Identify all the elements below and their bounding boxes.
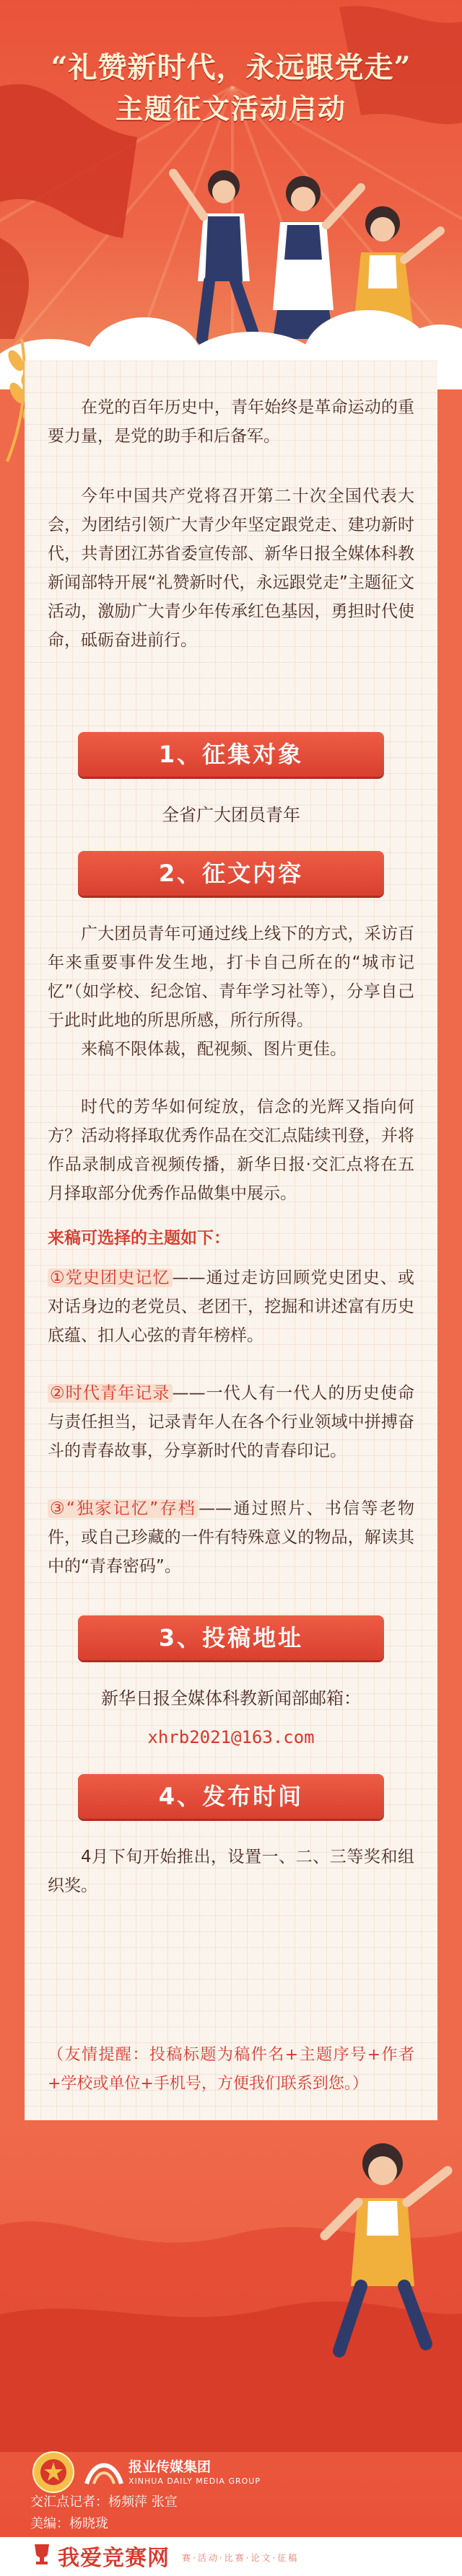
- section-4-body: 4月下旬开始推出，设置一、二、三等奖和组织奖。: [48, 1848, 414, 1895]
- topic-item: [48, 1379, 414, 1465]
- media-group-cn: 报业传媒集团: [128, 2459, 212, 2475]
- topic-tag: ③“独家记忆”存档: [48, 1499, 199, 1518]
- hero-banner: [0, 0, 462, 389]
- credits: [30, 2492, 178, 2535]
- topic-item: [48, 1263, 414, 1350]
- section-1-body: 全省广大团员青年: [162, 805, 300, 825]
- section-2-paragraph-1: 广大团员青年可通过线上线下的方式，采访百年来重要事件发生地，打卡自己所在的“城市记忆”（如学校、纪念馆、青年学习社等），分享自己于此时此地的所思所感，所行所得。: [48, 925, 414, 1030]
- topic-tag: ①党史团史记忆: [48, 1269, 173, 1287]
- topic-tag: ②时代青年记录: [48, 1384, 173, 1403]
- intro-paragraph-1: 在党的百年历史中，青年始终是革命运动的重要力量，是党的助手和后备军。: [48, 398, 414, 446]
- logos: [32, 2451, 261, 2497]
- section-heading-4: 4、发布时间: [78, 1774, 384, 1819]
- main-subtitle: 主题征文活动启动: [115, 92, 346, 125]
- section-heading-1: 1、征集对象: [78, 732, 384, 777]
- xinhua-logo-icon: [84, 2455, 124, 2491]
- site-slogan: 赛·活动·比赛·论文·征稿: [182, 2553, 300, 2563]
- email-address[interactable]: xhrb2021@163.com: [147, 1727, 315, 1747]
- section-heading-3: 3、投稿地址: [78, 1615, 384, 1660]
- youth-league-emblem-icon: [32, 2451, 75, 2494]
- topic-text: ——通过走访回顾党史团史、或对话身边的老党员、老团干，挖掘和讲述富有历史底蕴、扣人心弦的青年榜样。: [48, 1269, 414, 1345]
- girl-figure-illustration: [303, 2120, 462, 2387]
- main-title: “礼赞新时代，永远跟党走”: [51, 50, 411, 84]
- section-2-paragraph-3: 时代的芳华如何绽放，信念的光辉又指向何方？活动将择取优秀作品在交汇点陆续刊登，并将作品录制成音视频传播，新华日报·交汇点将在五月择取部分优秀作品做集中展示。: [48, 1098, 414, 1203]
- email-line: [25, 1727, 437, 1747]
- section-3-line: 新华日报全媒体科教新闻部邮箱：: [101, 1688, 361, 1708]
- topic-item: [48, 1494, 414, 1581]
- credit-reporters: 交汇点记者：杨频萍 张宣: [30, 2495, 178, 2510]
- topics-intro: 来稿可选择的主题如下：: [48, 1229, 230, 1248]
- trophy-icon: [29, 2541, 55, 2567]
- site-name[interactable]: 我爱竞赛网: [58, 2546, 170, 2571]
- topic-text: ——一代人有一代人的历史使命与责任担当，记录青年人在各个行业领域中拼搏奋斗的青春故事，分享新时代的青春印记。: [48, 1384, 414, 1460]
- media-group-en: XINHUA DAILY MEDIA GROUP: [128, 2476, 261, 2486]
- intro-paragraph-2: 今年中国共产党将召开第二十次全国代表大会，为团结引领广大青少年坚定跟党走、建功新时代，共青团江苏省委宣传部、新华日报全媒体科教新闻部特开展“礼赞新时代，永远跟党走”主题征文活动，激励广大青少年传承红色基因，勇担时代使命，砥砺奋进前行。: [48, 487, 414, 650]
- topic-text: ——通过照片、书信等老物件，或自己珍藏的一件有特殊意义的物品，解读其中的“青春密码”。: [48, 1499, 414, 1576]
- section-heading-2: 2、征文内容: [78, 851, 384, 896]
- section-2-paragraph-2: 来稿不限体裁，配视频、图片更佳。: [81, 1040, 346, 1059]
- friendly-reminder: （友情提醒：投稿标题为稿件名+主题序号+作者+学校或单位+手机号，方便我们联系到您。）: [48, 2046, 414, 2093]
- credit-designer: 美编：杨晓珑: [30, 2516, 108, 2531]
